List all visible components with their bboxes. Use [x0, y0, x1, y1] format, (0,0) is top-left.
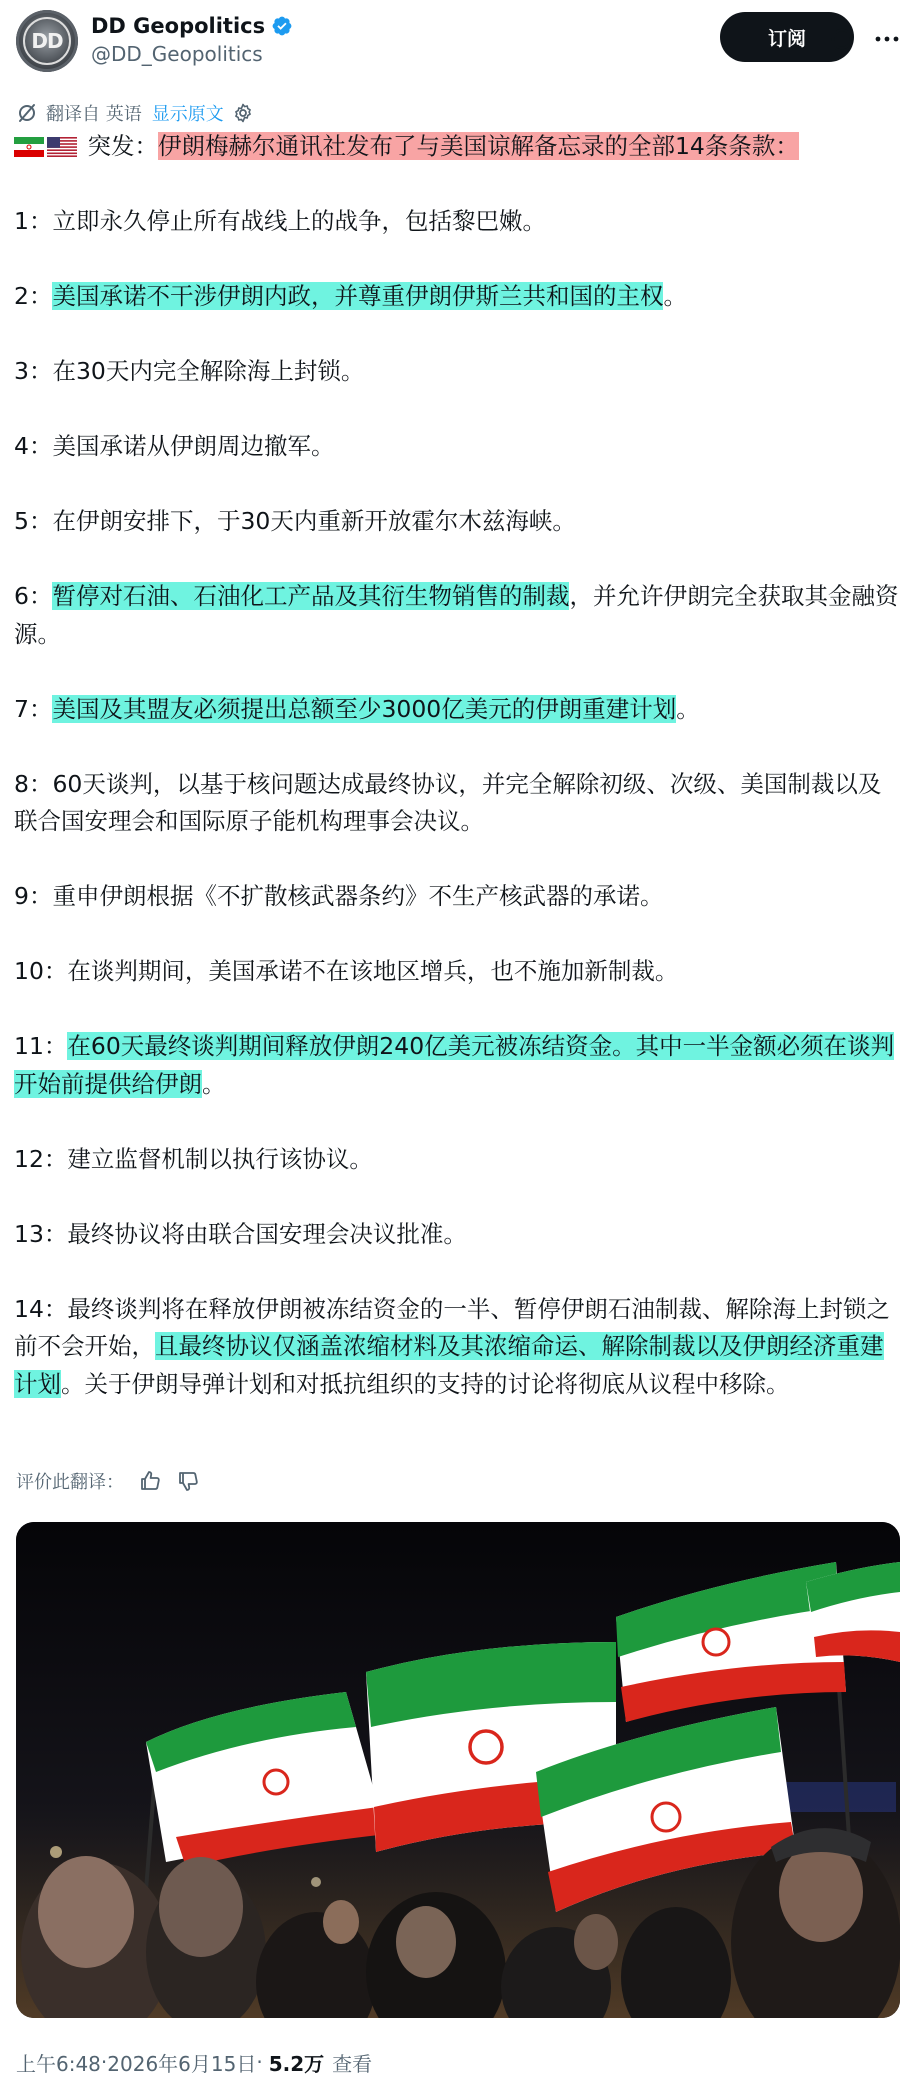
item-text: 。 — [663, 282, 687, 310]
memorandum-item — [14, 428, 900, 466]
tweet-header — [16, 10, 899, 74]
tweet-photo[interactable] — [16, 1522, 900, 2018]
us-flag-icon — [47, 137, 77, 157]
item-highlight: 美国承诺不干涉伊朗内政，并尊重伊朗伊斯兰共和国的主权 — [52, 282, 664, 310]
item-text: 重申伊朗根据《不扩散核武器条约》不生产核武器的承诺。 — [52, 882, 664, 910]
item-text: 。关于伊朗导弹计划和对抵抗组织的支持的讨论将彻底从议程中移除。 — [61, 1369, 790, 1398]
item-highlight: 美国及其盟友必须提出总额至少3000亿美元的伊朗重建计划 — [52, 694, 677, 723]
memorandum-item — [14, 691, 900, 729]
item-text: 。 — [202, 1069, 226, 1098]
author-name-row[interactable] — [91, 12, 293, 40]
translate-icon — [16, 102, 38, 124]
item-number: 8： — [14, 769, 53, 798]
item-number: 9： — [14, 882, 53, 910]
item-highlight: 在60天最终谈判期间释放伊朗240亿美元被冻结资金。其中一半金额必须在谈判开始前提供给伊朗 — [14, 1032, 895, 1098]
gear-icon[interactable] — [232, 102, 254, 124]
view-count: 5.2万 — [268, 2051, 325, 2076]
iran-flag-icon — [14, 137, 44, 157]
avatar-text: DD — [31, 29, 63, 53]
author-block — [91, 12, 293, 68]
item-number: 10： — [14, 957, 68, 985]
item-text: ，并允许伊朗完全获取其金融资源。 — [14, 582, 899, 648]
memorandum-item — [14, 1216, 900, 1254]
memorandum-item — [14, 953, 900, 991]
item-number: 2： — [14, 282, 53, 310]
view-label: 查看 — [332, 2051, 373, 2076]
grok-icon[interactable] — [827, 24, 857, 54]
item-number: 1： — [14, 207, 53, 235]
item-number: 7： — [14, 694, 53, 723]
memorandum-item — [14, 353, 900, 391]
more-icon[interactable] — [872, 24, 902, 54]
item-highlight: 暂停对石油、石油化工产品及其衍生物销售的制裁 — [52, 582, 570, 610]
memorandum-item — [14, 503, 900, 541]
memorandum-item — [14, 766, 900, 841]
memorandum-item — [14, 278, 900, 316]
tweet-text — [14, 128, 900, 1441]
tweet-date[interactable]: 2026年6月15日 — [107, 2051, 257, 2076]
subscribe-button[interactable]: 订阅 — [720, 12, 854, 62]
item-number: 4： — [14, 432, 53, 460]
meta-separator: · — [256, 2050, 263, 2074]
translated-from-label: 翻译自 英语 — [46, 104, 142, 125]
item-text: 最终协议将由联合国安理会决议批准。 — [67, 1219, 467, 1248]
rate-translation — [16, 1466, 200, 1496]
memorandum-item — [14, 1141, 900, 1179]
memorandum-item — [14, 578, 900, 653]
tweet-time[interactable]: 上午6:48 — [16, 2051, 101, 2076]
memorandum-item — [14, 878, 900, 916]
item-number: 6： — [14, 582, 53, 610]
item-number: 11： — [14, 1032, 68, 1060]
item-text: 。 — [676, 694, 700, 723]
item-text: 美国承诺从伊朗周边撤军。 — [52, 432, 335, 460]
breaking-prefix: 突发： — [87, 132, 158, 160]
item-number: 5： — [14, 507, 53, 535]
tweet-headline-line — [14, 128, 900, 166]
author-handle[interactable]: @DD_Geopolitics — [91, 42, 263, 66]
item-highlight: 且最终协议仅涵盖浓缩材料及其浓缩命运、解除制裁以及伊朗经济重建计划 — [14, 1332, 884, 1398]
item-text: 最终谈判将在释放伊朗被冻结资金的一半、暂停伊朗石油制裁、解除海上封锁之前不会开始， — [14, 1294, 890, 1360]
item-text: 在伊朗安排下，于30天内重新开放霍尔木兹海峡。 — [52, 507, 576, 535]
tweet-headline: 伊朗梅赫尔通讯社发布了与美国谅解备忘录的全部14条条款： — [157, 132, 799, 160]
item-number: 12： — [14, 1144, 68, 1173]
item-number: 3： — [14, 357, 53, 385]
item-number: 13： — [14, 1219, 68, 1248]
item-text: 60天谈判，以基于核问题达成最终协议，并完全解除初级、次级、美国制裁以及联合国安理会和国际原子能机构理事会决议。 — [14, 769, 882, 835]
avatar[interactable] — [16, 10, 78, 72]
verified-badge-icon — [271, 15, 293, 37]
tweet-meta — [16, 2046, 372, 2078]
memorandum-item — [14, 1291, 900, 1404]
memorandum-item — [14, 203, 900, 241]
show-original-link[interactable]: 显示原文 — [151, 104, 224, 125]
thumbs-down-icon[interactable] — [176, 1469, 200, 1493]
meta-separator: · — [100, 2050, 108, 2074]
translation-info — [16, 100, 254, 126]
item-text: 立即永久停止所有战线上的战争，包括黎巴嫩。 — [52, 207, 546, 235]
thumbs-up-icon[interactable] — [138, 1469, 162, 1493]
item-text: 在30天内完全解除海上封锁。 — [52, 357, 365, 385]
iran-flags-photo — [16, 1522, 900, 2018]
avatar-logo — [23, 17, 71, 65]
memorandum-item — [14, 1028, 900, 1103]
rate-translation-label: 评价此翻译： — [16, 1472, 124, 1493]
item-number: 14： — [14, 1294, 68, 1323]
memorandum-items — [14, 203, 900, 1403]
item-text: 在谈判期间，美国承诺不在该地区增兵，也不施加新制裁。 — [67, 957, 679, 985]
author-display-name[interactable]: DD Geopolitics — [91, 14, 266, 38]
item-text: 建立监督机制以执行该协议。 — [67, 1144, 373, 1173]
